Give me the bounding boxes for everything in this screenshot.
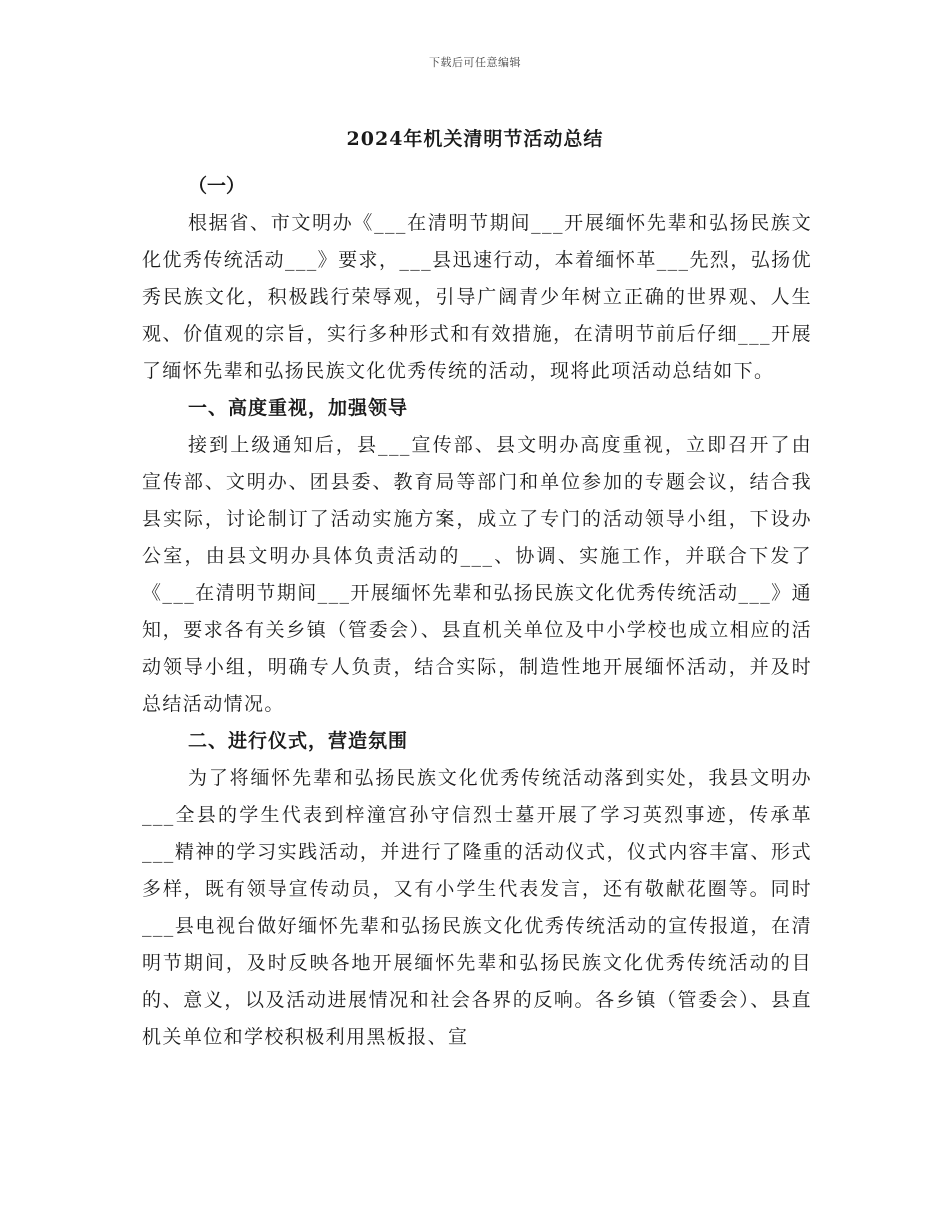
part-label: （一） [188, 175, 246, 197]
section-1-heading: 一、高度重视，加强领导 [188, 397, 409, 419]
intro-paragraph: 根据省、市文明办《___在清明节期间___开展缅怀先辈和弘扬民族文化优秀传统活动___》要求，___县迅速行动，本着缅怀革___先烈，弘扬优秀民族文化，积极践行荣辱观，引导广阔青少年树立正确的世界观、人生观、价值观的宗旨，实行多种形式和有效措施，在清明节前后仔细___开展了缅怀先辈和弘扬民族文化优秀传统的活动，现将此项活动总结如下。 [142, 212, 812, 382]
section-2-paragraph: 为了将缅怀先辈和弘扬民族文化优秀传统活动落到实处，我县文明办___全县的学生代表到梓潼宫孙守信烈士墓开展了学习英烈事迹，传承革___精神的学习实践活动，并进行了隆重的活动仪式，仪式内容丰富、形式多样，既有领导宣传动员，又有小学生代表发言，还有敬献花圈等。同时___县电视台做好缅怀先辈和弘扬民族文化优秀传统活动的宣传报道，在清明节期间，及时反映各地开展缅怀先辈和弘扬民族文化优秀传统活动的目的、意义，以及活动进展情况和社会各界的反响。各乡镇（管委会）、县直机关单位和学校积极利用黑板报、宣 [142, 767, 812, 1048]
section-2-heading: 二、进行仪式，营造氛围 [188, 730, 409, 752]
document-body [142, 168, 812, 1056]
section-1-paragraph: 接到上级通知后，县___宣传部、县文明办高度重视，立即召开了由宣传部、文明办、团县委、教育局等部门和单位参加的专题会议，结合我县实际，讨论制订了活动实施方案，成立了专门的活动领导小组，下设办公室，由县文明办具体负责活动的___、协调、实施工作，并联合下发了《___在清明节期间___开展缅怀先辈和弘扬民族文化优秀传统活动___》通知，要求各有关乡镇（管委会）、县直机关单位及中小学校也成立相应的活动领导小组，明确专人负责，结合实际，制造性地开展缅怀活动，并及时总结活动情况。 [142, 434, 812, 715]
document-title: 2024年机关清明节活动总结 [346, 128, 604, 150]
page-header-note: 下载后可任意编辑 [429, 56, 521, 69]
